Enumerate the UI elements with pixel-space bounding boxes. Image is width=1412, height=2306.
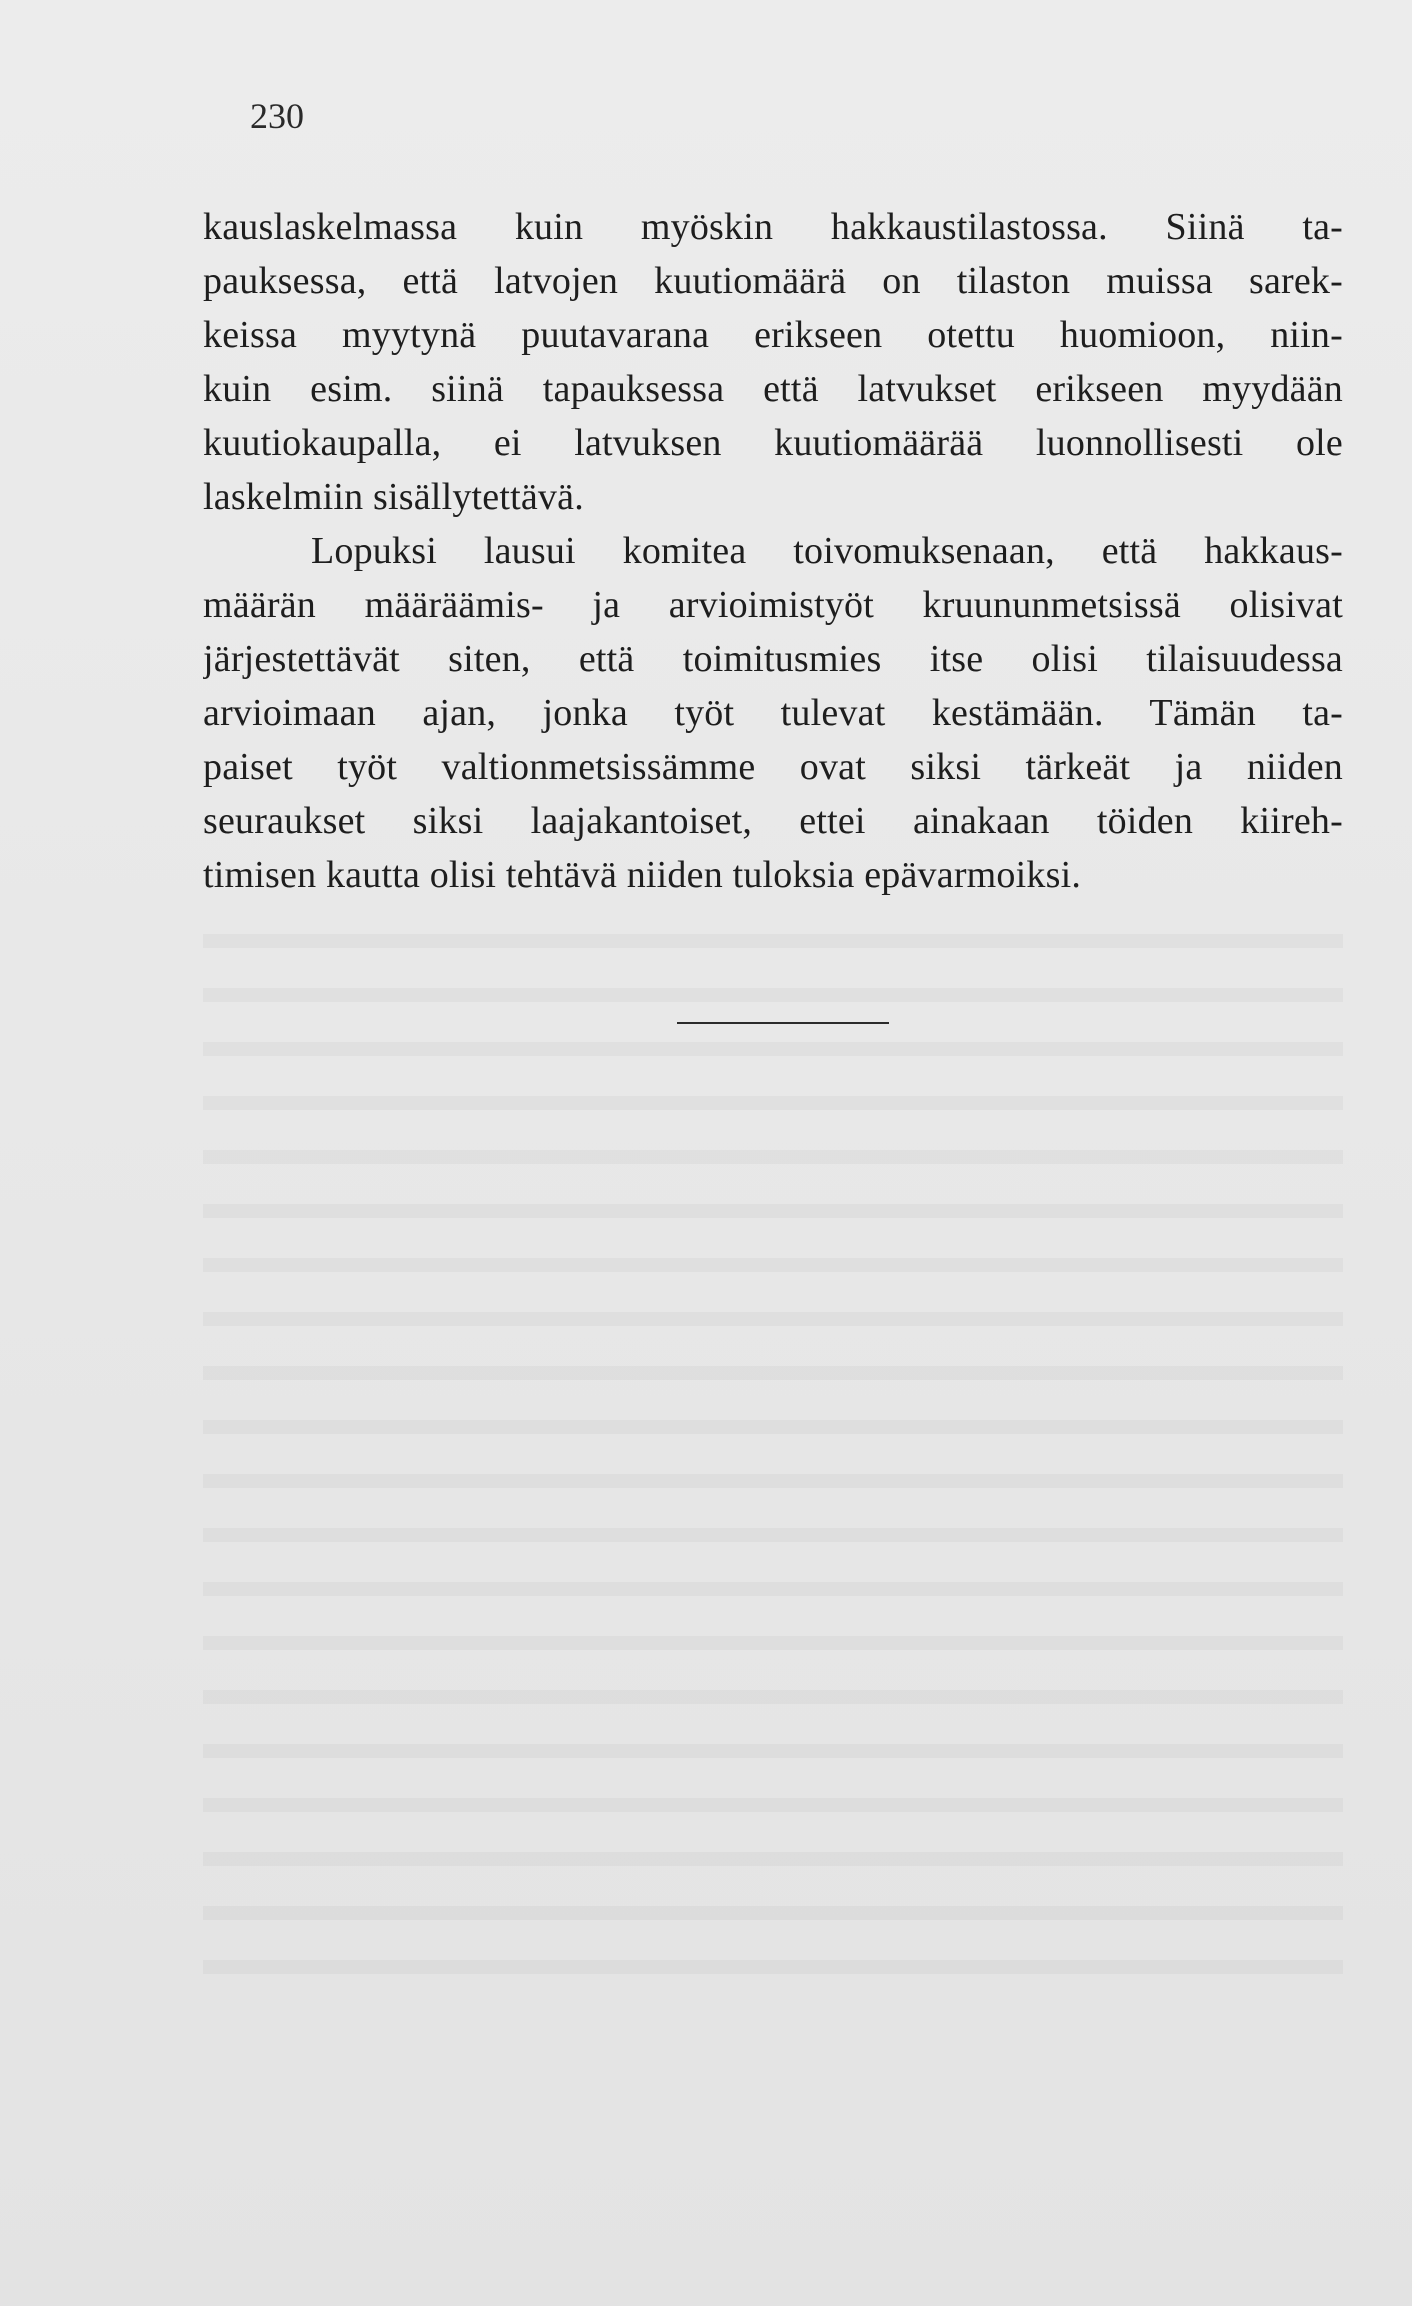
show-through-background: [203, 900, 1343, 1980]
text-line: timisen kautta olisi tehtävä niiden tuloksia epävarmoiksi.: [203, 854, 1082, 896]
text-line: pauksessa, että latvojen kuutiomäärä on tilaston muissa sarek-: [203, 260, 1343, 302]
section-divider-rule: [677, 1022, 889, 1024]
text-line: laskelmiin sisällytettävä.: [203, 476, 584, 518]
text-line: kuutiokaupalla, ei latvuksen kuutiomäärää luonnollisesti ole: [203, 422, 1343, 464]
text-line: Lopuksi lausui komitea toivomuksenaan, että hakkaus-: [311, 530, 1343, 572]
text-line: kauslaskelmassa kuin myöskin hakkaustilastossa. Siinä ta-: [203, 206, 1343, 248]
text-line: kuin esim. siinä tapauksessa että latvukset erikseen myydään: [203, 368, 1343, 410]
body-text: [203, 200, 1343, 902]
text-line: määrän määräämis- ja arvioimistyöt kruununmetsissä olisivat: [203, 584, 1343, 626]
paragraph-2: [203, 524, 1343, 902]
text-line: keissa myytynä puutavarana erikseen otettu huomioon, niin-: [203, 314, 1343, 356]
page-number: 230: [250, 96, 304, 136]
text-line: järjestettävät siten, että toimitusmies itse olisi tilaisuudessa: [203, 638, 1343, 680]
text-line: paiset työt valtionmetsissämme ovat siksi tärkeät ja niiden: [203, 746, 1343, 788]
text-line: seuraukset siksi laajakantoiset, ettei ainakaan töiden kiireh-: [203, 800, 1343, 842]
text-line: arvioimaan ajan, jonka työt tulevat kestämään. Tämän ta-: [203, 692, 1343, 734]
paragraph-1: [203, 200, 1343, 524]
